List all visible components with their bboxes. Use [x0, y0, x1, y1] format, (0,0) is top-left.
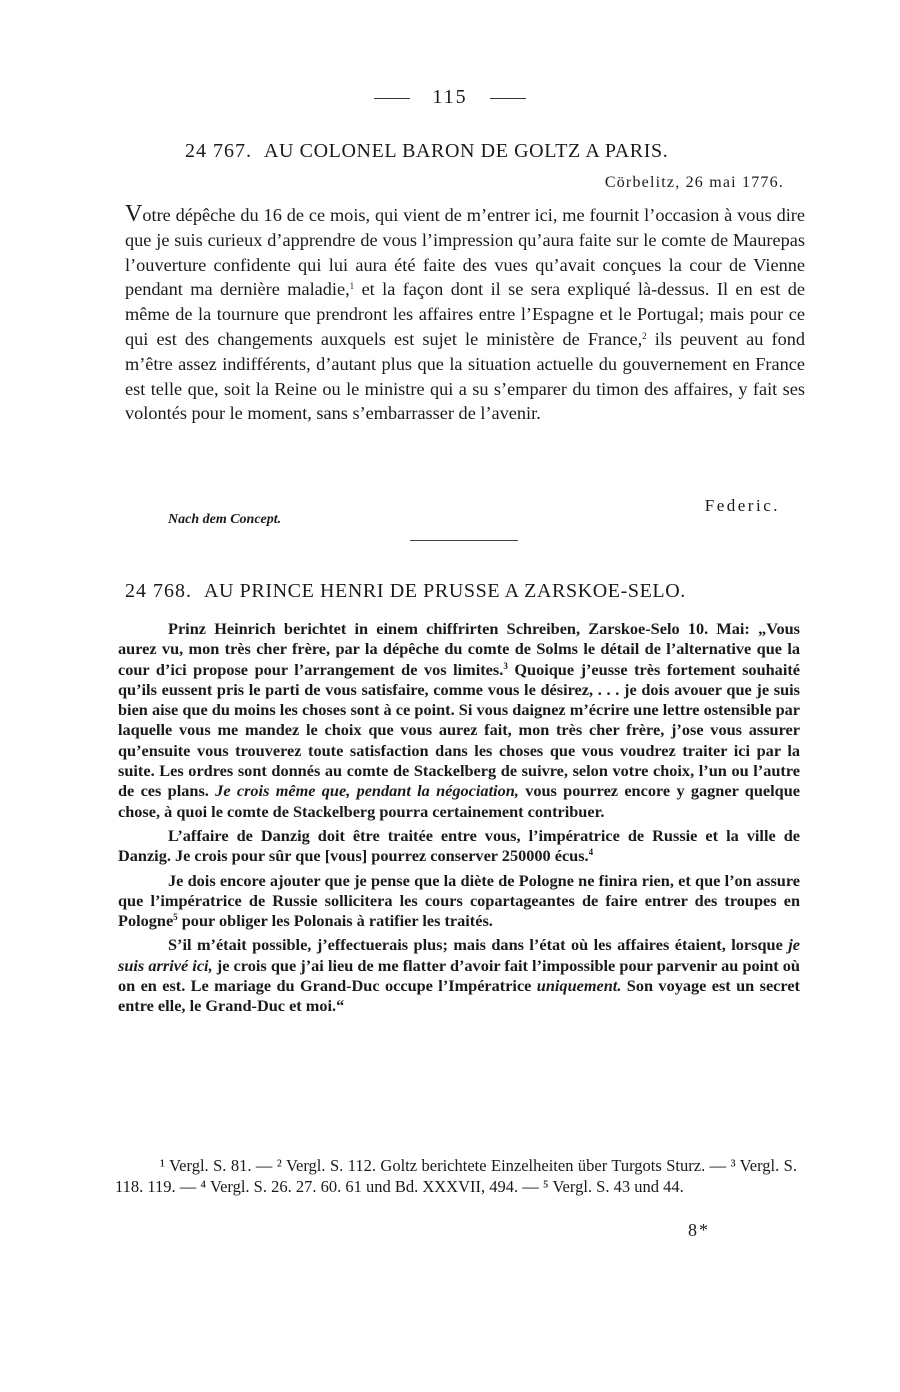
letter2-p4-b: je crois que j’ai lieu de me flatter d’avoir fait l’impossible pour parvenir au point où on en est. Le mariage du Grand-Duc occupe l’Impératrice — [118, 955, 800, 996]
letter1-number: 24 767. — [185, 140, 252, 162]
footnote-ref-3: 3 — [503, 660, 508, 671]
letter2-title: AU PRINCE HENRI DE PRUSSE A ZARSKOE-SELO. — [204, 580, 686, 602]
letter1-dateline: Cörbelitz, 26 mai 1776. — [604, 174, 784, 191]
signature-mark: 8* — [688, 1220, 710, 1240]
footnote-ref-4: 4 — [588, 847, 594, 858]
letter2-paragraph-4 — [118, 935, 800, 1016]
letter2-body — [118, 619, 800, 1017]
letter1-signature: Federic. — [704, 496, 780, 515]
footnotes — [115, 1156, 797, 1197]
letter2-paragraph-1 — [118, 619, 800, 822]
page-number-rule-right — [490, 98, 526, 99]
letter2-number: 24 768. — [125, 580, 192, 602]
letter2-p3-a: Je dois encore ajouter que je pense que la diète de Pologne ne finira rien, et que l’on assure que l’impératrice de Russie sollicitera les cours copartageantes de faire entrer des troupes en Pologne — [118, 870, 800, 931]
letter2-p1-c: vous pourrez encore y gagner quelque chose, à quoi le comte de Stackelberg pourra certainement contribuer. — [118, 781, 801, 821]
letter2-p4-italic2: uniquement. — [536, 976, 622, 996]
letter1-source: Nach dem Concept. — [168, 512, 282, 527]
letter2-paragraph-3 — [118, 871, 800, 932]
letter2-p2: L’affaire de Danzig doit être traitée entre vous, l’impératrice de Russie et la ville de Danzig. Je crois pour sûr que [vous] pourrez conserver 250000 écus. — [118, 825, 800, 866]
footnote-ref-1: 1 — [349, 281, 355, 292]
letter1-title: AU COLONEL BARON DE GOLTZ A PARIS. — [264, 140, 669, 162]
letter1-initial: V — [125, 201, 143, 227]
letter2-heading — [125, 580, 765, 603]
letter2-p1-italic: Je crois même que, pendant la négociation, — [215, 781, 519, 801]
letter2-p4-italic: je suis arrivé ici, — [118, 935, 800, 975]
letter1-body-part2: et la façon dont il se sera expliqué là-dessus. Il en est de même de la tournure que prendront les affaires entre l’Espagne et le Portugal; mais pour ce qui est des changements auxquels est sujet le ministère de France, — [125, 279, 805, 349]
letter1-body-part3: ils peuvent au fond m’être assez indifférents, d’autant plus que la situation actuelle du gouvernement en France est telle que, soit la Reine ou le ministre qui a su s’emparer du timon des affaires, y fait ses volontés pour le moment, sans s’embarrasser de l’avenir. — [125, 328, 805, 424]
page-number-text: 115 — [432, 86, 468, 108]
letter1-heading — [185, 140, 825, 163]
footnote-ref-2: 2 — [642, 330, 647, 341]
section-divider — [410, 540, 518, 541]
letter1-body — [125, 202, 805, 426]
footnote-ref-5: 5 — [173, 912, 178, 923]
letter2-p1-b: Quoique j’eusse très fortement souhaité qu’ils eussent pris le parti de vous satisfaire, comme vous le désirez, . . . je dois avouer que je suis bien aise que du moins les choses sont à ce point. Si vous daignez m’écrire une lettre ostensible par laquelle vous me mandez le choix que vous aurez fait, mon très cher frère, j’ose vous assurer qu’ensuite vous trouverez toute satisfaction dans les choses que vous voudrez traiter ici par la suite. Les ordres sont donnés au comte de Stackelberg de suivre, selon votre choix, l’un ou l’autre de ces plans. — [118, 659, 800, 801]
letter2-p4-c: Son voyage est un secret entre elle, le Grand-Duc et moi.“ — [118, 976, 800, 1016]
page-number — [0, 86, 900, 109]
letter2-p3-b: pour obliger les Polonais à ratifier les traités. — [181, 911, 493, 931]
footnotes-text: ¹ Vergl. S. 81. — ² Vergl. S. 112. Goltz berichtete Einzelheiten über Turgots Sturz. — ³ Vergl. S. 118. 119. — ⁴ Vergl. S. 26. 27. 60. 61 und Bd. XXXVII, 494. — ⁵ Vergl. S. 43 und 44. — [115, 1156, 797, 1196]
letter1-body-part1: otre dépêche du 16 de ce mois, qui vient de m’entrer ici, me fournit l’occasion à vous dire que je suis curieux d’apprendre de vous l’impression qu’aura faite sur le comte de Maurepas l’ouverture confidente qui lui aura été faite des vues qu’avait conçues la cour de Vienne pendant ma dernière maladie, — [125, 205, 805, 300]
page-number-rule-left — [374, 98, 410, 99]
letter2-p4-a: S’il m’était possible, j’effectuerais plus; mais dans l’état où les affaires étaient, lorsque — [168, 935, 783, 955]
letter2-p1-a: Prinz Heinrich berichtet in einem chiffrirten Schreiben, Zarskoe-Selo 10. Mai: „Vous aurez vu, mon très cher frère, par la dépêche du comte de Solms le détail de l’alternative que la cour d’ici propose pour l’arrangement de vos limites. — [118, 619, 800, 679]
letter2-paragraph-2 — [118, 826, 800, 867]
